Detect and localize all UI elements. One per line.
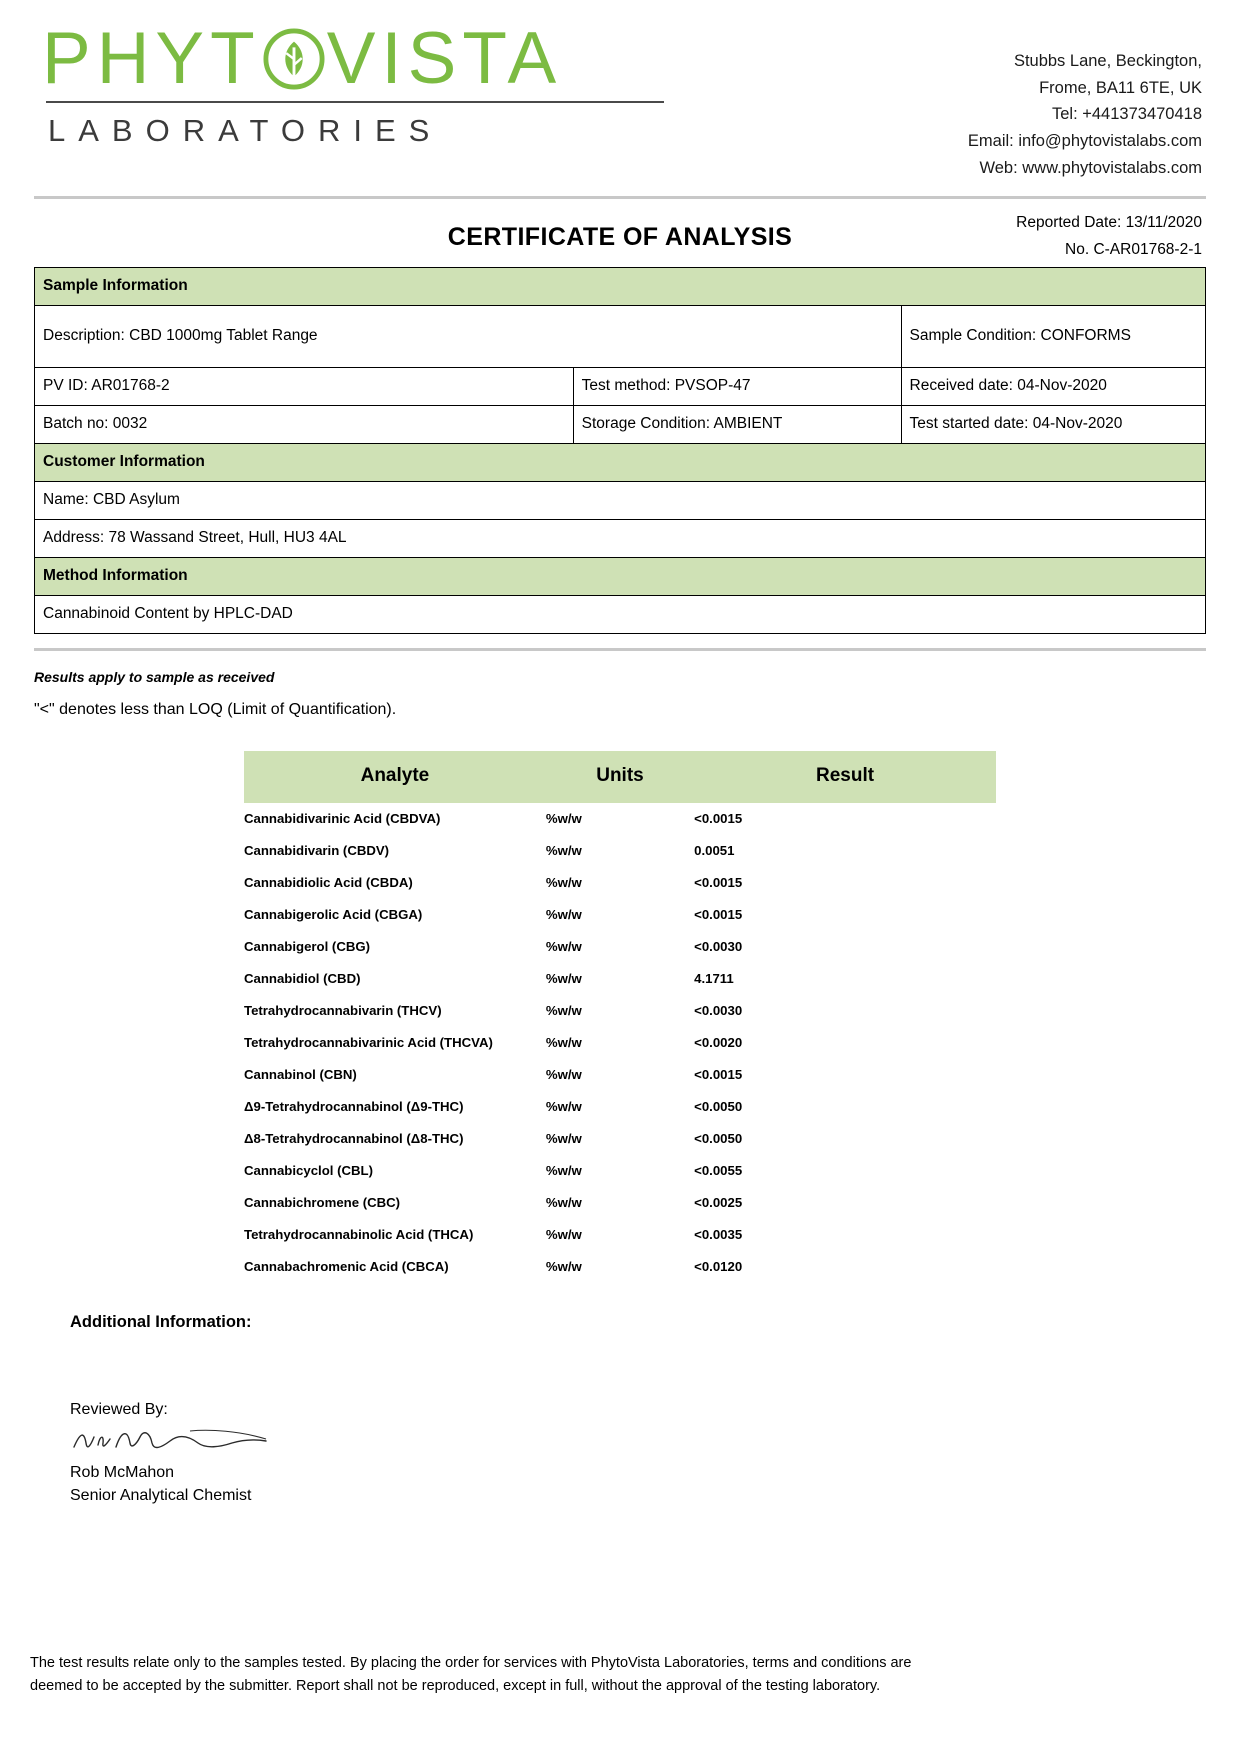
analyte-result: <0.0050 xyxy=(694,1099,743,1115)
analyte-units: %w/w xyxy=(545,1003,582,1019)
table-row xyxy=(244,1187,996,1219)
analyte-units: %w/w xyxy=(545,843,582,859)
analyte-result: <0.0055 xyxy=(694,1163,743,1179)
column-header-units: Units xyxy=(546,751,694,803)
contact-line-web: Web: www.phytovistalabs.com xyxy=(979,158,1202,177)
contact-line-tel: Tel: +441373470418 xyxy=(1051,105,1202,124)
analyte-result: 0.0051 xyxy=(694,843,735,859)
method-information-header: Method Information xyxy=(35,557,1206,595)
analyte-units: %w/w xyxy=(545,971,582,987)
analyte-name: Tetrahydrocannabivarin (THCV) xyxy=(244,1003,442,1019)
analyte-name: Cannabinol (CBN) xyxy=(244,1067,357,1083)
disclaimer-line-2: deemed to be accepted by the submitter. Report shall not be reproduced, except in full, without the approval of the testing laboratory. xyxy=(30,1677,881,1694)
analyte-units: %w/w xyxy=(545,1131,582,1147)
analyte-units: %w/w xyxy=(545,907,582,923)
analyte-name: Cannabidivarin (CBDV) xyxy=(244,843,390,859)
table-row xyxy=(35,595,1206,633)
sample-information-table xyxy=(34,267,1206,634)
test-started-date: Test started date: 04-Nov-2020 xyxy=(901,405,1205,443)
signature-block xyxy=(34,1398,1206,1508)
analyte-result: <0.0050 xyxy=(694,1131,743,1147)
table-row xyxy=(244,931,996,963)
logo-subtitle: LABORATORIES xyxy=(48,113,443,148)
method-description: Cannabinoid Content by HPLC-DAD xyxy=(35,595,1206,633)
document-header xyxy=(34,0,1206,182)
table-row xyxy=(35,305,1206,367)
analyte-result: <0.0030 xyxy=(694,939,743,955)
analyte-name: Δ8-Tetrahydrocannabinol (Δ8-THC) xyxy=(244,1131,464,1147)
column-header-analyte: Analyte xyxy=(244,751,546,803)
disclaimer-line-1: The test results relate only to the samples tested. By placing the order for services with PhytoVista Laboratories, terms and conditions are xyxy=(30,1654,912,1671)
table-row xyxy=(244,963,996,995)
analyte-name: Cannabichromene (CBC) xyxy=(244,1195,401,1211)
reported-date: Reported Date: 13/11/2020 xyxy=(1016,213,1202,231)
title-row xyxy=(34,209,1206,267)
analyte-units: %w/w xyxy=(545,875,582,891)
note-results-apply: Results apply to sample as received xyxy=(34,668,275,685)
table-row xyxy=(244,867,996,899)
analyte-result: 4.1711 xyxy=(694,971,734,987)
disclaimer-text xyxy=(30,1652,1210,1698)
analyte-name: Cannabidiol (CBD) xyxy=(244,971,361,987)
batch-no: Batch no: 0032 xyxy=(35,405,574,443)
analyte-units: %w/w xyxy=(545,939,582,955)
note-loq: "<" denotes less than LOQ (Limit of Quantification). xyxy=(34,700,397,718)
analyte-result: <0.0015 xyxy=(694,907,743,923)
sample-condition: Sample Condition: CONFORMS xyxy=(901,305,1205,367)
footer-section xyxy=(34,1313,1206,1508)
analyte-result: <0.0020 xyxy=(694,1035,743,1051)
table-row xyxy=(244,1027,996,1059)
analyte-result: <0.0025 xyxy=(694,1195,743,1211)
table-row xyxy=(244,1155,996,1187)
customer-address: Address: 78 Wassand Street, Hull, HU3 4AL xyxy=(35,519,1206,557)
information-block xyxy=(34,267,1206,719)
analyte-name: Cannabidivarinic Acid (CBDVA) xyxy=(244,811,441,827)
report-meta xyxy=(1016,209,1202,263)
analyte-units: %w/w xyxy=(545,1035,582,1051)
analyte-name: Cannabidiolic Acid (CBDA) xyxy=(244,875,413,891)
company-logo xyxy=(34,18,674,149)
table-row xyxy=(35,405,1206,443)
analyte-units: %w/w xyxy=(545,1163,582,1179)
signature-image xyxy=(70,1423,300,1459)
analyte-name: Δ9-Tetrahydrocannabinol (Δ9-THC) xyxy=(244,1099,464,1115)
table-row xyxy=(35,481,1206,519)
table-row xyxy=(35,443,1206,481)
table-row xyxy=(35,367,1206,405)
header-divider xyxy=(34,196,1206,199)
table-row xyxy=(35,519,1206,557)
reviewer-name: Rob McMahon xyxy=(70,1463,175,1481)
pv-id: PV ID: AR01768-2 xyxy=(35,367,574,405)
contact-line-address1: Stubbs Lane, Beckington, xyxy=(1013,52,1202,70)
additional-information-label: Additional Information: xyxy=(70,1312,252,1331)
reviewer-role: Senior Analytical Chemist xyxy=(70,1486,252,1504)
analyte-name: Tetrahydrocannabinolic Acid (THCA) xyxy=(244,1227,474,1243)
analyte-units: %w/w xyxy=(545,1259,582,1275)
table-row xyxy=(244,1251,996,1283)
analyte-result: <0.0015 xyxy=(694,1067,743,1083)
table-row xyxy=(244,803,996,835)
results-table xyxy=(244,751,996,1283)
reviewed-by-label: Reviewed By: xyxy=(70,1400,168,1418)
leaf-icon xyxy=(263,28,325,90)
analyte-result: <0.0035 xyxy=(694,1227,743,1243)
analyte-name: Cannabachromenic Acid (CBCA) xyxy=(244,1259,449,1275)
table-row xyxy=(244,1219,996,1251)
analyte-units: %w/w xyxy=(545,1099,582,1115)
table-row xyxy=(244,1059,996,1091)
storage-condition: Storage Condition: AMBIENT xyxy=(573,405,901,443)
analyte-result: <0.0015 xyxy=(694,875,743,891)
table-row xyxy=(35,267,1206,305)
analyte-result: <0.0015 xyxy=(694,811,743,827)
column-header-result: Result xyxy=(694,751,996,803)
table-row xyxy=(244,1123,996,1155)
received-date: Received date: 04-Nov-2020 xyxy=(901,367,1205,405)
test-method: Test method: PVSOP-47 xyxy=(573,367,901,405)
analyte-name: Tetrahydrocannabivarinic Acid (THCVA) xyxy=(244,1035,493,1051)
analyte-name: Cannabigerolic Acid (CBGA) xyxy=(244,907,423,923)
analyte-name: Cannabicyclol (CBL) xyxy=(244,1163,373,1179)
results-section xyxy=(0,751,1240,1283)
analyte-result: <0.0030 xyxy=(694,1003,743,1019)
company-contact-block xyxy=(968,22,1206,182)
logo-text-first: PHYT xyxy=(42,18,261,99)
table-row xyxy=(244,835,996,867)
table-row xyxy=(244,995,996,1027)
contact-line-email: Email: info@phytovistalabs.com xyxy=(967,132,1202,151)
table-row xyxy=(244,1091,996,1123)
contact-line-address2: Frome, BA11 6TE, UK xyxy=(1039,78,1202,97)
analyte-units: %w/w xyxy=(545,1067,582,1083)
analyte-result: <0.0120 xyxy=(694,1259,743,1275)
analyte-units: %w/w xyxy=(545,811,582,827)
sample-information-header: Sample Information xyxy=(35,267,1206,305)
logo-text-second: VISTA xyxy=(326,18,563,99)
sample-description: Description: CBD 1000mg Tablet Range xyxy=(35,305,902,367)
table-row xyxy=(244,899,996,931)
section-divider xyxy=(34,648,1206,651)
analyte-name: Cannabigerol (CBG) xyxy=(244,939,371,955)
analyte-units: %w/w xyxy=(545,1195,582,1211)
page-title: CERTIFICATE OF ANALYSIS xyxy=(447,222,793,251)
table-row xyxy=(35,557,1206,595)
analyte-units: %w/w xyxy=(545,1227,582,1243)
customer-name: Name: CBD Asylum xyxy=(35,481,1206,519)
customer-information-header: Customer Information xyxy=(35,443,1206,481)
report-number: No. C-AR01768-2-1 xyxy=(1065,240,1202,258)
logo-wordmark xyxy=(34,18,674,99)
results-header-row xyxy=(244,751,996,803)
